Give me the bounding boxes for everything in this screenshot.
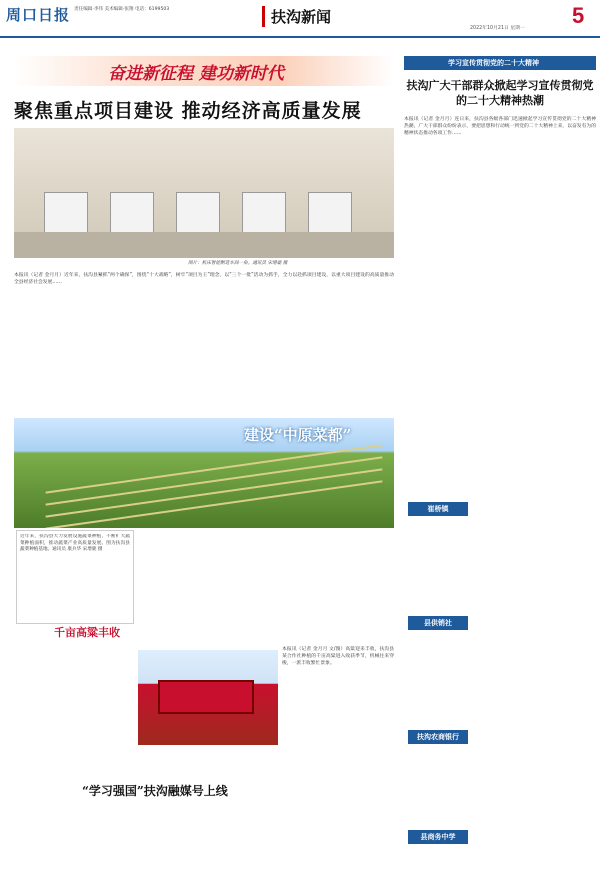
section-title: 扶沟新闻 — [262, 6, 331, 27]
box-label-4: 县商务中学 — [408, 830, 468, 844]
machine-graphic — [308, 192, 352, 234]
farm-caption: 近年来，扶沟县大力发展设施蔬菜种植，不断扩大蔬菜种植面积，推动蔬菜产业高质量发展。图为扶沟县蔬菜种植基地。通讯员 康兵华 宋增鹿 摄 — [20, 534, 130, 552]
farm-caption-box — [16, 530, 134, 624]
box-label-1: 崔桥镇 — [408, 502, 468, 516]
farm-title: 建设“中原菜都” — [244, 426, 352, 444]
newspaper-logo: 周口日报 — [6, 6, 71, 24]
right-top-banner — [404, 56, 596, 70]
editor-meta: 责任编辑·李伟 美术编辑·张翔 电话：6199503 — [74, 7, 170, 12]
lead-headline: 聚焦重点项目建设 推动经济高质量发展 — [14, 100, 362, 122]
box-label-2: 县供销社 — [408, 616, 468, 630]
masthead — [0, 0, 600, 38]
banner — [14, 56, 394, 86]
machine-graphic — [242, 192, 286, 234]
harvest-body: 本报讯（记者 金月月 文/图）高粱迎来丰收，扶沟县某合作社种植的千亩高粱进入收获季节，机械往来穿梭，一派丰收繁忙景象。 — [282, 647, 394, 666]
issue-date: 2022年10月21日 星期一 — [470, 26, 525, 31]
bottom-headline: “学习强国”扶沟融媒号上线 — [82, 784, 228, 798]
box-label-3: 扶沟农商银行 — [408, 730, 468, 744]
factory-photo — [14, 128, 394, 258]
floor — [14, 232, 394, 258]
page-number: 5 — [572, 3, 585, 28]
farm-photo — [14, 418, 394, 528]
lead-article-body: 本报讯（记者 金月月）近年来，扶沟县紧抓“两个确保”，围绕“十大战略”，树牢“项目为王”理念，以“三个一批”活动为抓手，全力以赴抓项目建设，以重大项目建设的高质量推动全县经济社会发展…… — [14, 273, 394, 285]
right-headline: 扶沟广大干部群众掀起学习宣传贯彻党的二十大精神热潮 — [406, 79, 594, 107]
harvest-title: 千亩高粱丰收 — [54, 626, 120, 639]
right-column — [404, 56, 596, 878]
right-paragraph: 本报讯（记者 金月月）连日来，扶沟县各级各部门迅速掀起学习宣传贯彻党的二十大精神热潮，广大干部群众纷纷表示，要把思想和行动统一到党的二十大精神上来，以奋发有为的精神状态推动各项工作…… — [404, 117, 596, 136]
machine-graphic — [44, 192, 88, 234]
machine-graphic — [176, 192, 220, 234]
field-row — [46, 444, 383, 493]
banner-text: 奋进新征程 建功新时代 — [108, 64, 284, 84]
harvester-graphic — [158, 680, 254, 714]
right-top-banner-text: 学习宣传贯彻党的二十大精神 — [448, 59, 539, 67]
photo-caption: 图片：机床智能制造车间一角。通讯员 宋增鹿 摄 — [188, 261, 288, 266]
harvest-photo — [138, 650, 278, 745]
field-row — [46, 468, 383, 517]
machine-graphic — [110, 192, 154, 234]
field-row — [46, 480, 383, 528]
field-row — [46, 456, 383, 505]
